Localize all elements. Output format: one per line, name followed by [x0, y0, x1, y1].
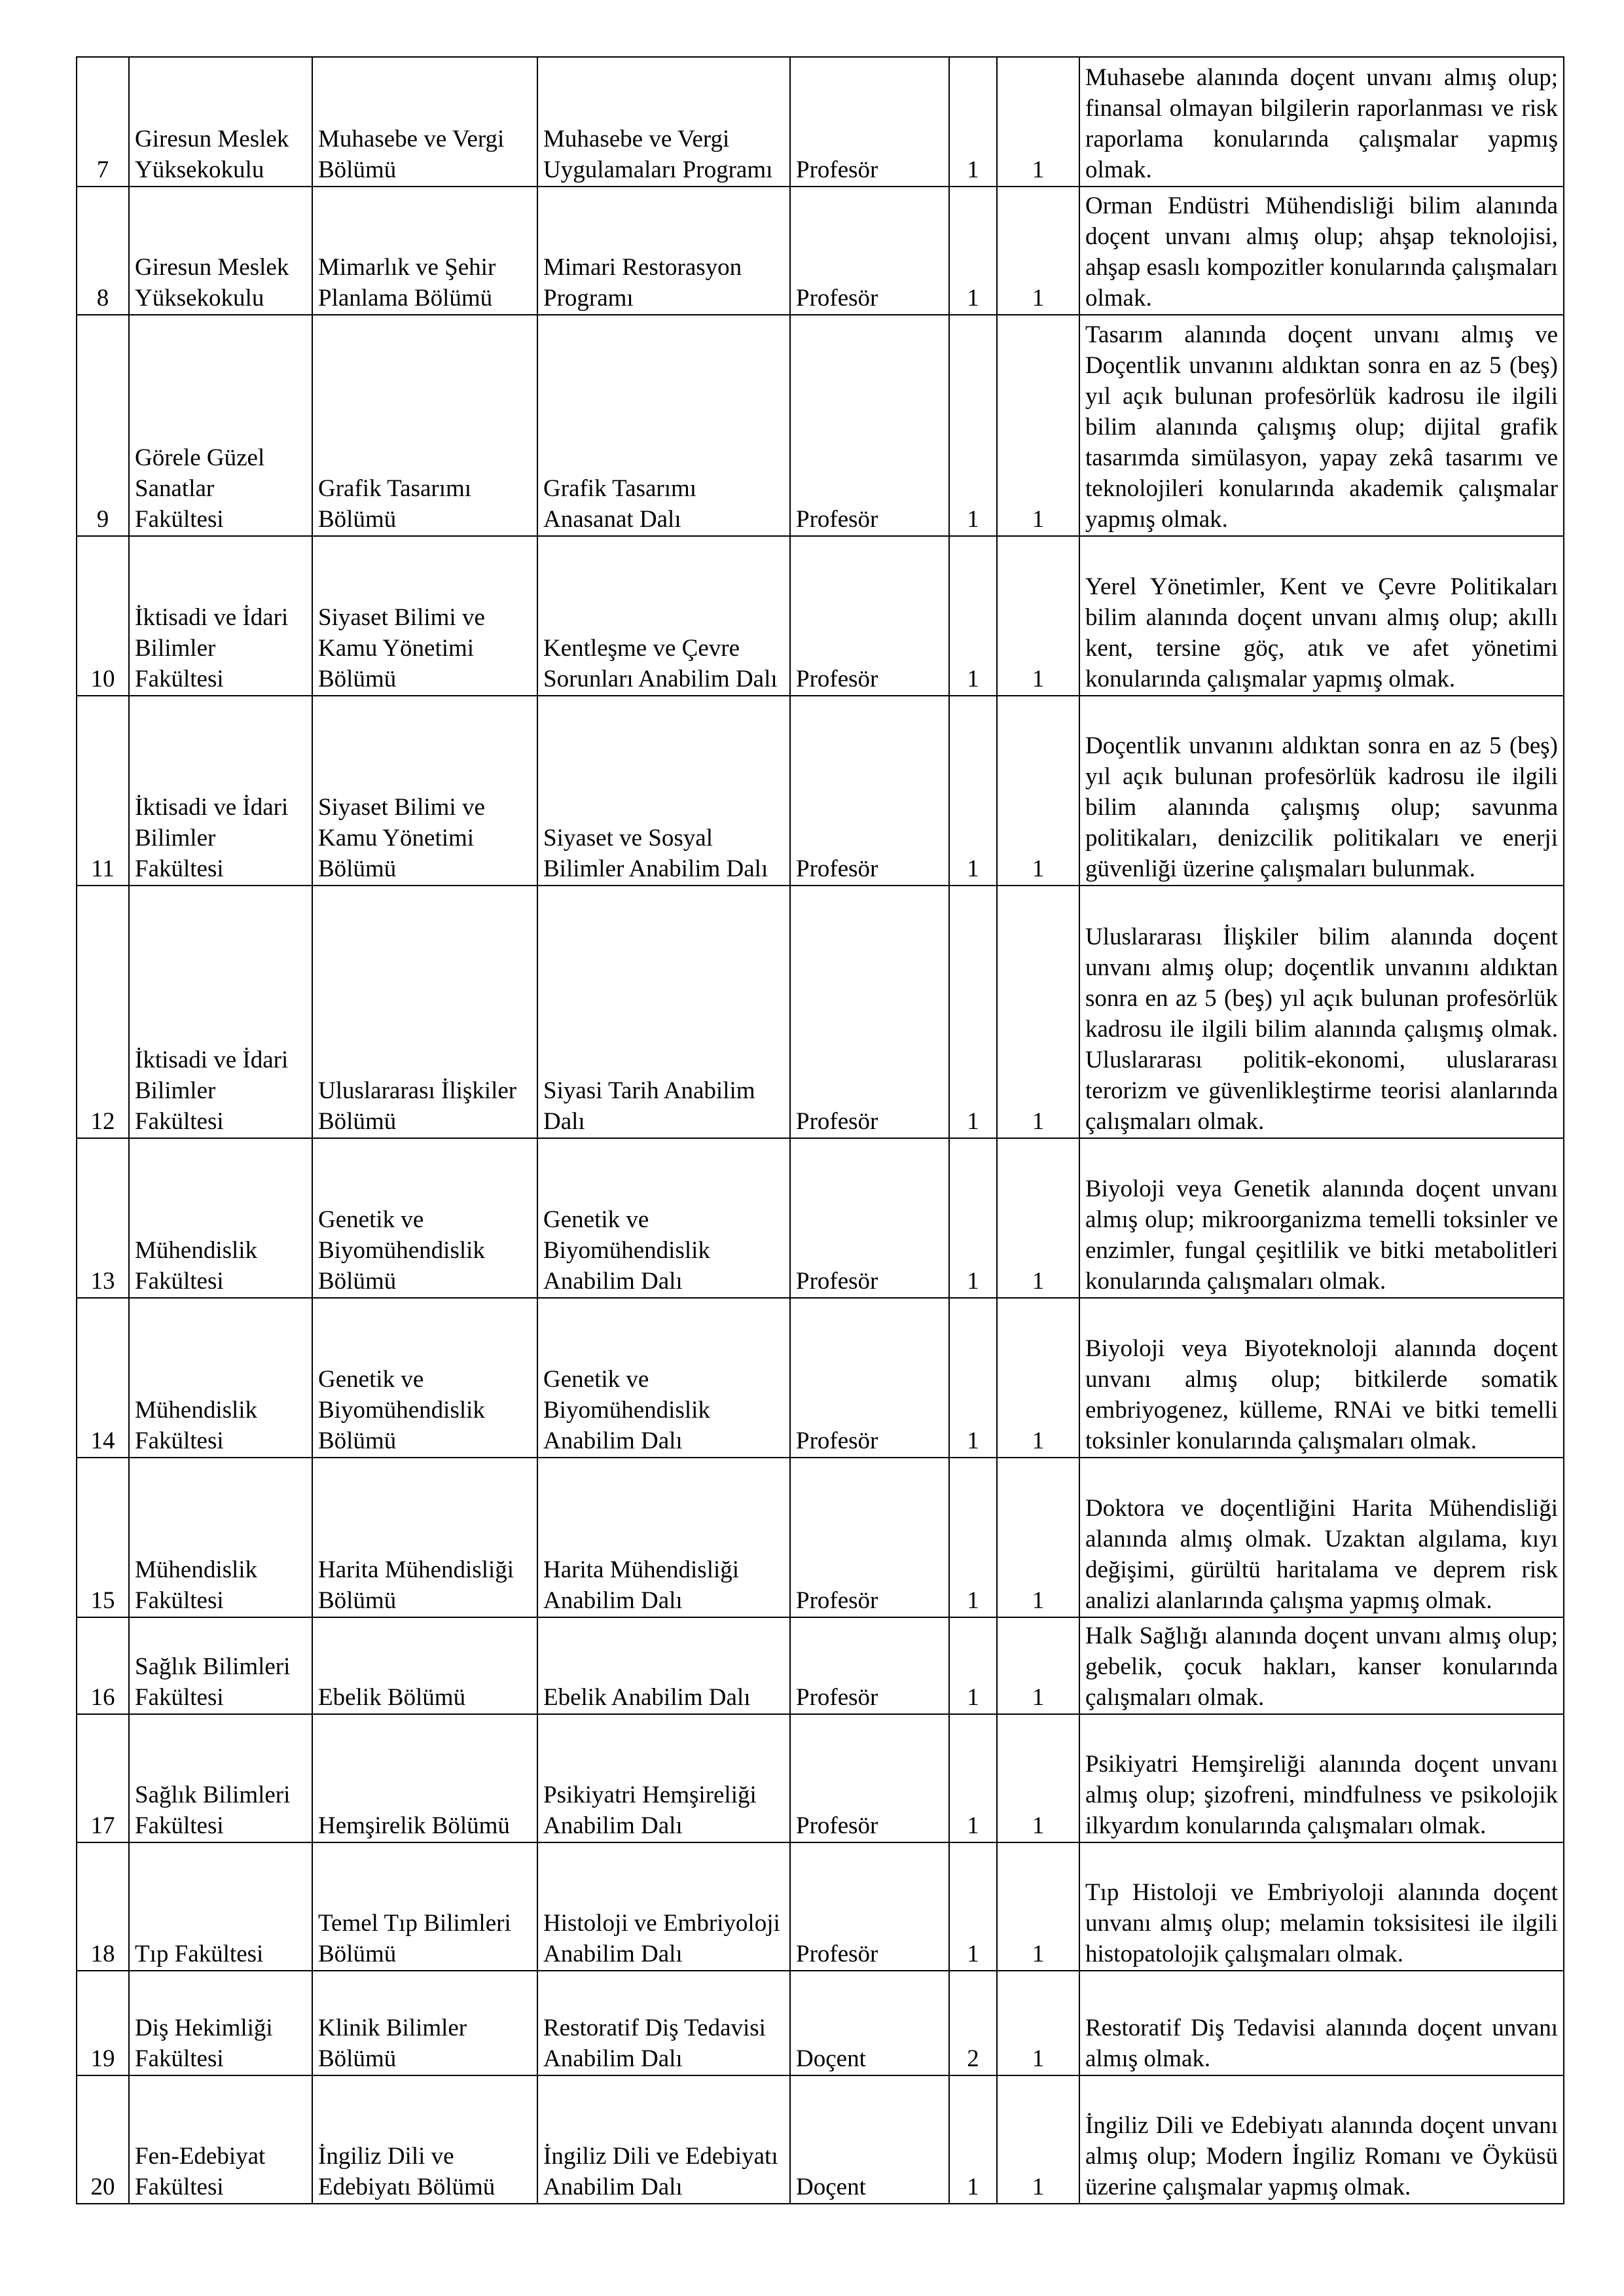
title-cell: Profesör	[790, 1617, 949, 1714]
program-cell: İngiliz Dili ve Edebiyatı Anabilim Dalı	[537, 2075, 790, 2204]
department-cell: Genetik ve Biyomühendislik Bölümü	[312, 1298, 537, 1458]
program-cell: Muhasebe ve Vergi Uygulamaları Programı	[537, 57, 790, 187]
department-cell: Uluslararası İlişkiler Bölümü	[312, 886, 537, 1138]
row-number: 17	[77, 1714, 129, 1842]
degree-cell: 1	[949, 886, 997, 1138]
title-cell: Profesör	[790, 1842, 949, 1971]
count-cell: 1	[997, 536, 1079, 696]
faculty-cell: Fen-Edebiyat Fakültesi	[129, 2075, 312, 2204]
title-cell: Profesör	[790, 1458, 949, 1617]
row-number: 9	[77, 315, 129, 536]
requirements-cell: Uluslararası İlişkiler bilim alanında doçent unvanı almış olup; doçentlik unvanını aldıktan sonra en az 5 (beş) yıl açık bulunan profesörlük kadrosu ile ilgili bilim alanında çalışmış olmak. Uluslararası politik-ekonomi, uluslararası terorizm ve güvenlikleştirme teorisi alanlarında çalışmaları olmak.	[1079, 886, 1564, 1138]
degree-cell: 1	[949, 1842, 997, 1971]
degree-cell: 1	[949, 1617, 997, 1714]
table-row	[77, 1971, 1564, 2075]
faculty-cell: Görele Güzel Sanatlar Fakültesi	[129, 315, 312, 536]
table-row	[77, 1617, 1564, 1714]
count-cell: 1	[997, 1138, 1079, 1298]
requirements-cell: Doçentlik unvanını aldıktan sonra en az 5 (beş) yıl açık bulunan profesörlük kadrosu ile ilgili bilim alanında çalışmış olup; savunma politikaları, denizcilik politikaları ve enerji güvenliği üzerine çalışmaları bulunmak.	[1079, 696, 1564, 886]
count-cell: 1	[997, 1714, 1079, 1842]
department-cell: Ebelik Bölümü	[312, 1617, 537, 1714]
vacancy-table-body	[77, 57, 1564, 2204]
row-number: 15	[77, 1458, 129, 1617]
title-cell: Profesör	[790, 315, 949, 536]
requirements-cell: Orman Endüstri Mühendisliği bilim alanında doçent unvanı almış olup; ahşap teknolojisi, ahşap esaslı kompozitler konularında çalışmaları olmak.	[1079, 187, 1564, 315]
count-cell: 1	[997, 696, 1079, 886]
department-cell: Temel Tıp Bilimleri Bölümü	[312, 1842, 537, 1971]
degree-cell: 1	[949, 315, 997, 536]
table-row	[77, 57, 1564, 187]
row-number: 19	[77, 1971, 129, 2075]
department-cell: Hemşirelik Bölümü	[312, 1714, 537, 1842]
requirements-cell: Restoratif Diş Tedavisi alanında doçent unvanı almış olmak.	[1079, 1971, 1564, 2075]
requirements-cell: Halk Sağlığı alanında doçent unvanı almış olup; gebelik, çocuk hakları, kanser konularında çalışmaları olmak.	[1079, 1617, 1564, 1714]
department-cell: Siyaset Bilimi ve Kamu Yönetimi Bölümü	[312, 536, 537, 696]
faculty-cell: Sağlık Bilimleri Fakültesi	[129, 1714, 312, 1842]
table-row	[77, 886, 1564, 1138]
requirements-cell: Doktora ve doçentliğini Harita Mühendisliği alanında almış olmak. Uzaktan algılama, kıyı değişimi, gürültü haritalama ve deprem risk analizi alanlarında çalışma yapmış olmak.	[1079, 1458, 1564, 1617]
table-row	[77, 1714, 1564, 1842]
count-cell: 1	[997, 1298, 1079, 1458]
program-cell: Genetik ve Biyomühendislik Anabilim Dalı	[537, 1138, 790, 1298]
table-row	[77, 187, 1564, 315]
faculty-cell: Tıp Fakültesi	[129, 1842, 312, 1971]
count-cell: 1	[997, 1842, 1079, 1971]
title-cell: Profesör	[790, 886, 949, 1138]
title-cell: Profesör	[790, 1298, 949, 1458]
vacancy-table	[76, 56, 1564, 2204]
program-cell: Psikiyatri Hemşireliği Anabilim Dalı	[537, 1714, 790, 1842]
row-number: 7	[77, 57, 129, 187]
requirements-cell: İngiliz Dili ve Edebiyatı alanında doçent unvanı almış olup; Modern İngiliz Romanı ve Öyküsü üzerine çalışmalar yapmış olmak.	[1079, 2075, 1564, 2204]
requirements-cell: Tıp Histoloji ve Embriyoloji alanında doçent unvanı almış olup; melamin toksisitesi ile ilgili histopatolojik çalışmaları olmak.	[1079, 1842, 1564, 1971]
degree-cell: 1	[949, 536, 997, 696]
degree-cell: 1	[949, 2075, 997, 2204]
table-row	[77, 1138, 1564, 1298]
faculty-cell: Giresun Meslek Yüksekokulu	[129, 57, 312, 187]
title-cell: Profesör	[790, 57, 949, 187]
row-number: 12	[77, 886, 129, 1138]
requirements-cell: Muhasebe alanında doçent unvanı almış olup; finansal olmayan bilgilerin raporlanması ve risk raporlama konularında çalışmalar yapmış olmak.	[1079, 57, 1564, 187]
faculty-cell: Diş Hekimliği Fakültesi	[129, 1971, 312, 2075]
department-cell: Harita Mühendisliği Bölümü	[312, 1458, 537, 1617]
department-cell: Muhasebe ve Vergi Bölümü	[312, 57, 537, 187]
department-cell: Siyaset Bilimi ve Kamu Yönetimi Bölümü	[312, 696, 537, 886]
row-number: 16	[77, 1617, 129, 1714]
program-cell: Grafik Tasarımı Anasanat Dalı	[537, 315, 790, 536]
requirements-cell: Biyoloji veya Genetik alanında doçent unvanı almış olup; mikroorganizma temelli toksinler ve enzimler, fungal çeşitlilik ve bitki metabolitleri konularında çalışmaları olmak.	[1079, 1138, 1564, 1298]
degree-cell: 2	[949, 1971, 997, 2075]
program-cell: Siyasi Tarih Anabilim Dalı	[537, 886, 790, 1138]
title-cell: Profesör	[790, 536, 949, 696]
table-row	[77, 1842, 1564, 1971]
degree-cell: 1	[949, 187, 997, 315]
program-cell: Genetik ve Biyomühendislik Anabilim Dalı	[537, 1298, 790, 1458]
department-cell: Mimarlık ve Şehir Planlama Bölümü	[312, 187, 537, 315]
program-cell: Histoloji ve Embriyoloji Anabilim Dalı	[537, 1842, 790, 1971]
requirements-cell: Yerel Yönetimler, Kent ve Çevre Politikaları bilim alanında doçent unvanı almış olup; akıllı kent, tersine göç, atık ve afet yönetimi konularında çalışmalar yapmış olmak.	[1079, 536, 1564, 696]
row-number: 10	[77, 536, 129, 696]
department-cell: Genetik ve Biyomühendislik Bölümü	[312, 1138, 537, 1298]
table-row	[77, 2075, 1564, 2204]
faculty-cell: İktisadi ve İdari Bilimler Fakültesi	[129, 886, 312, 1138]
degree-cell: 1	[949, 1458, 997, 1617]
count-cell: 1	[997, 315, 1079, 536]
title-cell: Doçent	[790, 1971, 949, 2075]
title-cell: Profesör	[790, 1714, 949, 1842]
degree-cell: 1	[949, 1138, 997, 1298]
title-cell: Profesör	[790, 696, 949, 886]
table-row	[77, 315, 1564, 536]
title-cell: Profesör	[790, 187, 949, 315]
row-number: 14	[77, 1298, 129, 1458]
count-cell: 1	[997, 1617, 1079, 1714]
table-row	[77, 1298, 1564, 1458]
faculty-cell: Mühendislik Fakültesi	[129, 1138, 312, 1298]
requirements-cell: Tasarım alanında doçent unvanı almış ve Doçentlik unvanını aldıktan sonra en az 5 (beş) yıl açık bulunan profesörlük kadrosu ile ilgili bilim alanında çalışmış olup; dijital grafik tasarımda simülasyon, yapay zekâ tasarımı ve teknolojileri konularında akademik çalışmalar yapmış olmak.	[1079, 315, 1564, 536]
faculty-cell: Mühendislik Fakültesi	[129, 1298, 312, 1458]
program-cell: Mimari Restorasyon Programı	[537, 187, 790, 315]
program-cell: Kentleşme ve Çevre Sorunları Anabilim Dalı	[537, 536, 790, 696]
faculty-cell: Sağlık Bilimleri Fakültesi	[129, 1617, 312, 1714]
count-cell: 1	[997, 187, 1079, 315]
table-row	[77, 1458, 1564, 1617]
row-number: 20	[77, 2075, 129, 2204]
row-number: 18	[77, 1842, 129, 1971]
degree-cell: 1	[949, 1714, 997, 1842]
row-number: 11	[77, 696, 129, 886]
requirements-cell: Psikiyatri Hemşireliği alanında doçent unvanı almış olup; şizofreni, mindfulness ve psikolojik ilkyardım konularında çalışmaları olmak.	[1079, 1714, 1564, 1842]
row-number: 8	[77, 187, 129, 315]
department-cell: Grafik Tasarımı Bölümü	[312, 315, 537, 536]
row-number: 13	[77, 1138, 129, 1298]
program-cell: Restoratif Diş Tedavisi Anabilim Dalı	[537, 1971, 790, 2075]
count-cell: 1	[997, 1971, 1079, 2075]
program-cell: Siyaset ve Sosyal Bilimler Anabilim Dalı	[537, 696, 790, 886]
count-cell: 1	[997, 2075, 1079, 2204]
faculty-cell: İktisadi ve İdari Bilimler Fakültesi	[129, 696, 312, 886]
title-cell: Doçent	[790, 2075, 949, 2204]
faculty-cell: Giresun Meslek Yüksekokulu	[129, 187, 312, 315]
degree-cell: 1	[949, 696, 997, 886]
table-row	[77, 696, 1564, 886]
degree-cell: 1	[949, 57, 997, 187]
count-cell: 1	[997, 57, 1079, 187]
table-row	[77, 536, 1564, 696]
requirements-cell: Biyoloji veya Biyoteknoloji alanında doçent unvanı almış olup; bitkilerde somatik embriyogenez, külleme, RNAi ve bitki temelli toksinler konularında çalışmaları olmak.	[1079, 1298, 1564, 1458]
program-cell: Harita Mühendisliği Anabilim Dalı	[537, 1458, 790, 1617]
department-cell: İngiliz Dili ve Edebiyatı Bölümü	[312, 2075, 537, 2204]
faculty-cell: Mühendislik Fakültesi	[129, 1458, 312, 1617]
count-cell: 1	[997, 1458, 1079, 1617]
department-cell: Klinik Bilimler Bölümü	[312, 1971, 537, 2075]
faculty-cell: İktisadi ve İdari Bilimler Fakültesi	[129, 536, 312, 696]
program-cell: Ebelik Anabilim Dalı	[537, 1617, 790, 1714]
degree-cell: 1	[949, 1298, 997, 1458]
count-cell: 1	[997, 886, 1079, 1138]
title-cell: Profesör	[790, 1138, 949, 1298]
